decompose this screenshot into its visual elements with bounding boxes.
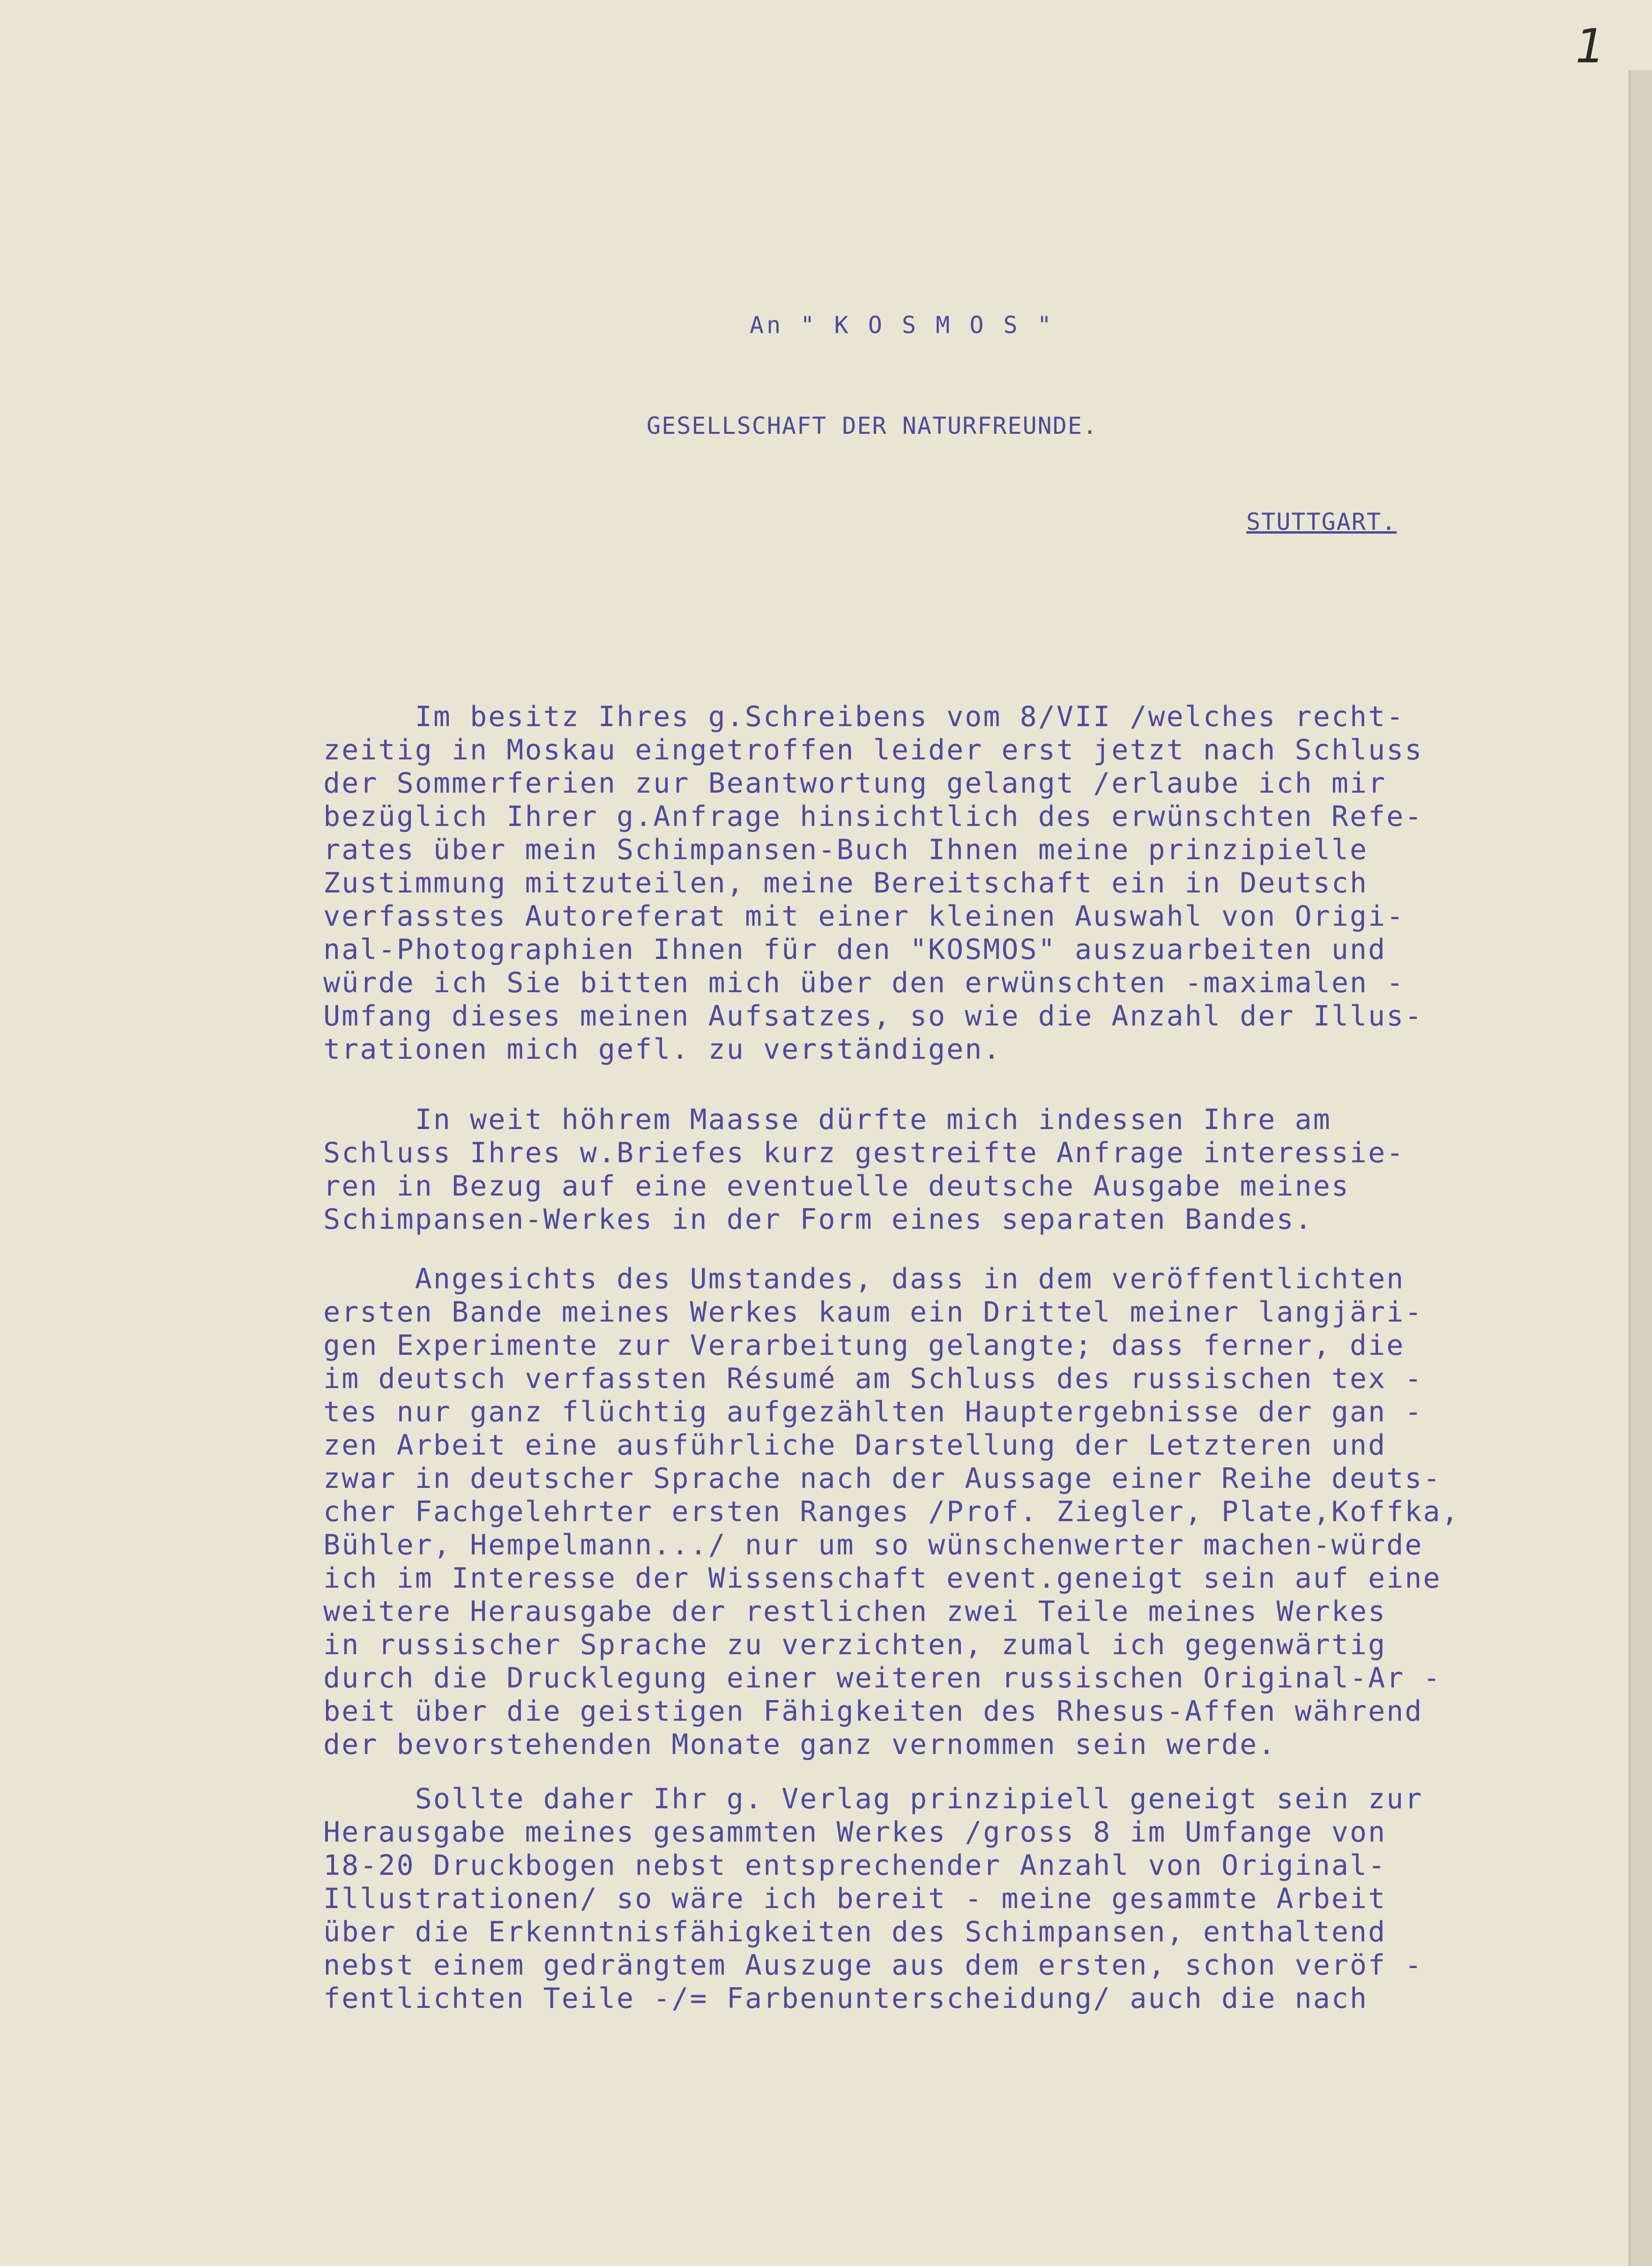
paragraph-2-line: Schluss Ihres w.Briefes kurz gestreifte Anfrage interessie- xyxy=(323,1137,1405,1169)
paragraph-2-line: ren in Bezug auf eine eventuelle deutsche Ausgabe meines xyxy=(323,1170,1350,1203)
paragraph-3-line: der bevorstehenden Monate ganz vernommen sein werde. xyxy=(323,1728,1277,1761)
paragraph-3-line: weitere Herausgabe der restlichen zwei Teile meines Werkes xyxy=(323,1595,1387,1628)
paragraph-3-line: im deutsch verfassten Résumé am Schluss des russischen tex - xyxy=(323,1362,1423,1395)
paragraph-4-line: nebst einem gedrängtem Auszuge aus dem ersten, schon veröf - xyxy=(323,1949,1423,1982)
paragraph-1-line: Im besitz Ihres g.Schreibens vom 8/VII /welches recht- xyxy=(323,700,1405,733)
folio-number: 1 xyxy=(1575,19,1605,74)
paragraph-3-line: Angesichts des Umstandes, dass in dem veröffentlichten xyxy=(323,1263,1405,1295)
paragraph-1-line: der Sommerferien zur Beantwortung gelangt /erlaube ich mir xyxy=(323,767,1387,800)
paragraph-4-line: 18-20 Druckbogen nebst entsprechender Anzahl von Original- xyxy=(323,1849,1387,1882)
paragraph-1-line: rates über mein Schimpansen-Buch Ihnen meine prinzipielle xyxy=(323,833,1369,866)
paragraph-3-line: tes nur ganz flüchtig aufgezählten Hauptergebnisse der gan - xyxy=(323,1396,1423,1428)
paragraph-3-line: gen Experimente zur Verarbeitung gelangte; dass ferner, die xyxy=(323,1329,1405,1362)
paragraph-4-line: fentlichten Teile -/= Farbenunterscheidung/ auch die nach xyxy=(323,1982,1369,2015)
paragraph-3-line: zen Arbeit eine ausführliche Darstellung der Letzteren und xyxy=(323,1429,1387,1462)
paragraph-3-line: in russischer Sprache zu verzichten, zumal ich gegenwärtig xyxy=(323,1628,1387,1661)
paragraph-1-line: Umfang dieses meinen Aufsatzes, so wie die Anzahl der Illus- xyxy=(323,1000,1423,1033)
paragraph-4-line: Herausgabe meines gesammten Werkes /gross 8 im Umfange von xyxy=(323,1816,1387,1849)
paragraph-4-line: Illustrationen/ so wäre ich bereit - meine gesammte Arbeit xyxy=(323,1882,1387,1915)
paragraph-3-line: durch die Drucklegung einer weiteren russischen Original-Ar - xyxy=(323,1662,1442,1694)
paragraph-1-line: zeitig in Moskau eingetroffen leider erst jetzt nach Schluss xyxy=(323,734,1423,766)
paragraph-3-line: ich im Interesse der Wissenschaft event.geneigt sein auf eine xyxy=(323,1562,1442,1595)
paragraph-4-line: Sollte daher Ihr g. Verlag prinzipiell geneigt sein zur xyxy=(323,1783,1423,1815)
paragraph-1-line: nal-Photographien Ihnen für den "KOSMOS" auszuarbeiten und xyxy=(323,933,1387,966)
paragraph-3-line: cher Fachgelehrter ersten Ranges /Prof. Ziegler, Plate,Koffka, xyxy=(323,1495,1460,1528)
paragraph-1-line: Zustimmung mitzuteilen, meine Bereitschaft ein in Deutsch xyxy=(323,867,1369,899)
paragraph-3-line: Bühler, Hempelmann.../ nur um so wünschenwerter machen-würde xyxy=(323,1529,1423,1561)
paragraph-2-line: In weit höhrem Maasse dürfte mich indessen Ihre am xyxy=(323,1103,1332,1136)
paragraph-3-line: beit über die geistigen Fähigkeiten des Rhesus-Affen während xyxy=(323,1695,1423,1728)
paragraph-3-line: zwar in deutscher Sprache nach der Aussage einer Reihe deuts- xyxy=(323,1462,1442,1495)
recipient-line: An " K O S M O S " xyxy=(750,312,1054,339)
paragraph-1-line: trationen mich gefl. zu verständigen. xyxy=(323,1033,1002,1066)
binding-edge xyxy=(1629,70,1652,2266)
recipient-organization: GESELLSCHAFT DER NATURFREUNDE. xyxy=(647,412,1098,439)
paragraph-3-line: ersten Bande meines Werkes kaum ein Drittel meiner langjäri- xyxy=(323,1296,1423,1329)
paragraph-1-line: bezüglich Ihrer g.Anfrage hinsichtlich des erwünschten Refe- xyxy=(323,800,1423,833)
paragraph-1-line: würde ich Sie bitten mich über den erwünschten -maximalen - xyxy=(323,966,1405,999)
paragraph-4-line: über die Erkenntnisfähigkeiten des Schimpansen, enthaltend xyxy=(323,1916,1387,1948)
recipient-city: STUTTGART. xyxy=(1246,508,1397,535)
paragraph-2-line: Schimpansen-Werkes in der Form eines separaten Bandes. xyxy=(323,1203,1313,1236)
paragraph-1-line: verfasstes Autoreferat mit einer kleinen Auswahl von Origi- xyxy=(323,900,1405,933)
